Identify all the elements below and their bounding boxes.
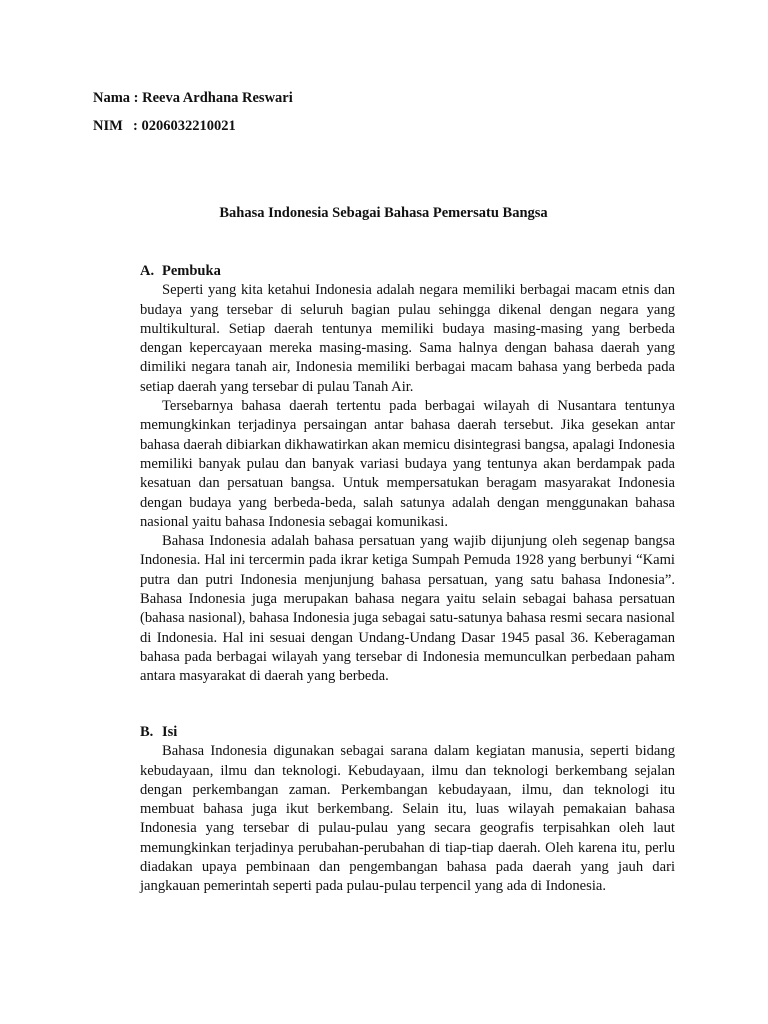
section-heading bbox=[140, 723, 675, 742]
paragraph: Bahasa Indonesia adalah bahasa persatuan yang wajib dijunjung oleh segenap bangsa Indonesia. Hal ini tercermin pada ikrar ketiga Sumpah Pemuda 1928 yang berbunyi “Kami putra dan putri Indonesia menjunjung bahasa persatuan, yang satu bahasa Indonesia”. Bahasa Indonesia juga merupakan bahasa negara yaitu selain sebagai bahasa persatuan (bahasa nasional), bahasa Indonesia juga sebagai satu-satunya bahasa resmi secara nasional di Indonesia. Hal ini sesuai dengan Undang-Undang Dasar 1945 pasal 36. Keberagaman bahasa pada berbagai wilayah yang tersebar di Indonesia memunculkan perbedaan paham antara masyarakat di daerah yang berbeda. bbox=[140, 533, 675, 685]
section-letter: B. bbox=[140, 724, 154, 740]
paragraph: Seperti yang kita ketahui Indonesia adalah negara memiliki berbagai macam etnis dan budaya yang tersebar di seluruh bagian pulau sehingga dikenal dengan negara yang multikultural. Setiap daerah tentunya memiliki budaya masing-masing yang berbeda dengan kepercayaan mereka masing-masing. Sama halnya dengan bahasa daerah yang dimiliki negara tanah air, Indonesia memiliki berbagai macam bahasa yang berbeda pada setiap daerah yang tersebar di pulau Tanah Air. bbox=[140, 282, 675, 395]
section-letter: A. bbox=[140, 263, 155, 279]
section-heading bbox=[140, 262, 675, 281]
nim-label: NIM bbox=[93, 118, 123, 134]
student-nim bbox=[93, 117, 236, 135]
paragraph: Bahasa Indonesia digunakan sebagai sarana dalam kegiatan manusia, seperti bidang kebudayaan, ilmu dan teknologi. Kebudayaan, ilmu dan teknologi berkembang sejalan dengan perkembangan zaman. Perkembangan kebudayaan, ilmu, dan teknologi itu membuat bahasa juga ikut berkembang. Selain itu, luas wilayah pemakaian bahasa Indonesia yang tersebar di pulau-pulau yang secara geografis terpisahkan oleh laut memungkinkan terjadinya perubahan-perubahan di tiap-tiap daerah. Oleh karena itu, perlu diadakan upaya pembinaan dan pengembangan bahasa pada daerah yang jauh dari jangkauan pemerintah seperti pada pulau-pulau terpencil yang ada di Indonesia. bbox=[140, 743, 675, 895]
nim-value: : 0206032210021 bbox=[133, 118, 236, 134]
section-title: Isi bbox=[162, 724, 178, 740]
document-title: Bahasa Indonesia Sebagai Bahasa Pemersatu Bangsa bbox=[219, 205, 548, 221]
paragraph: Tersebarnya bahasa daerah tertentu pada berbagai wilayah di Nusantara tentunya memungkinkan terjadinya persaingan antar bahasa daerah tersebut. Jika gesekan antar bahasa daerah dibiarkan dikhawatirkan akan memicu disintegrasi bangsa, apalagi Indonesia memiliki banyak pulau dan banyak variasi budaya yang tentunya akan berdampak pada kesatuan dan persatuan bangsa. Untuk mempersatukan beragam masyarakat Indonesia dengan budaya yang berbeda-beda, salah satunya adalah dengan menggunakan bahasa nasional yaitu bahasa Indonesia sebagai komunikasi. bbox=[140, 398, 675, 530]
section-isi bbox=[140, 723, 675, 897]
section-title: Pembuka bbox=[162, 263, 221, 279]
section-pembuka bbox=[140, 262, 675, 687]
student-name: Nama : Reeva Ardhana Reswari bbox=[93, 90, 293, 106]
